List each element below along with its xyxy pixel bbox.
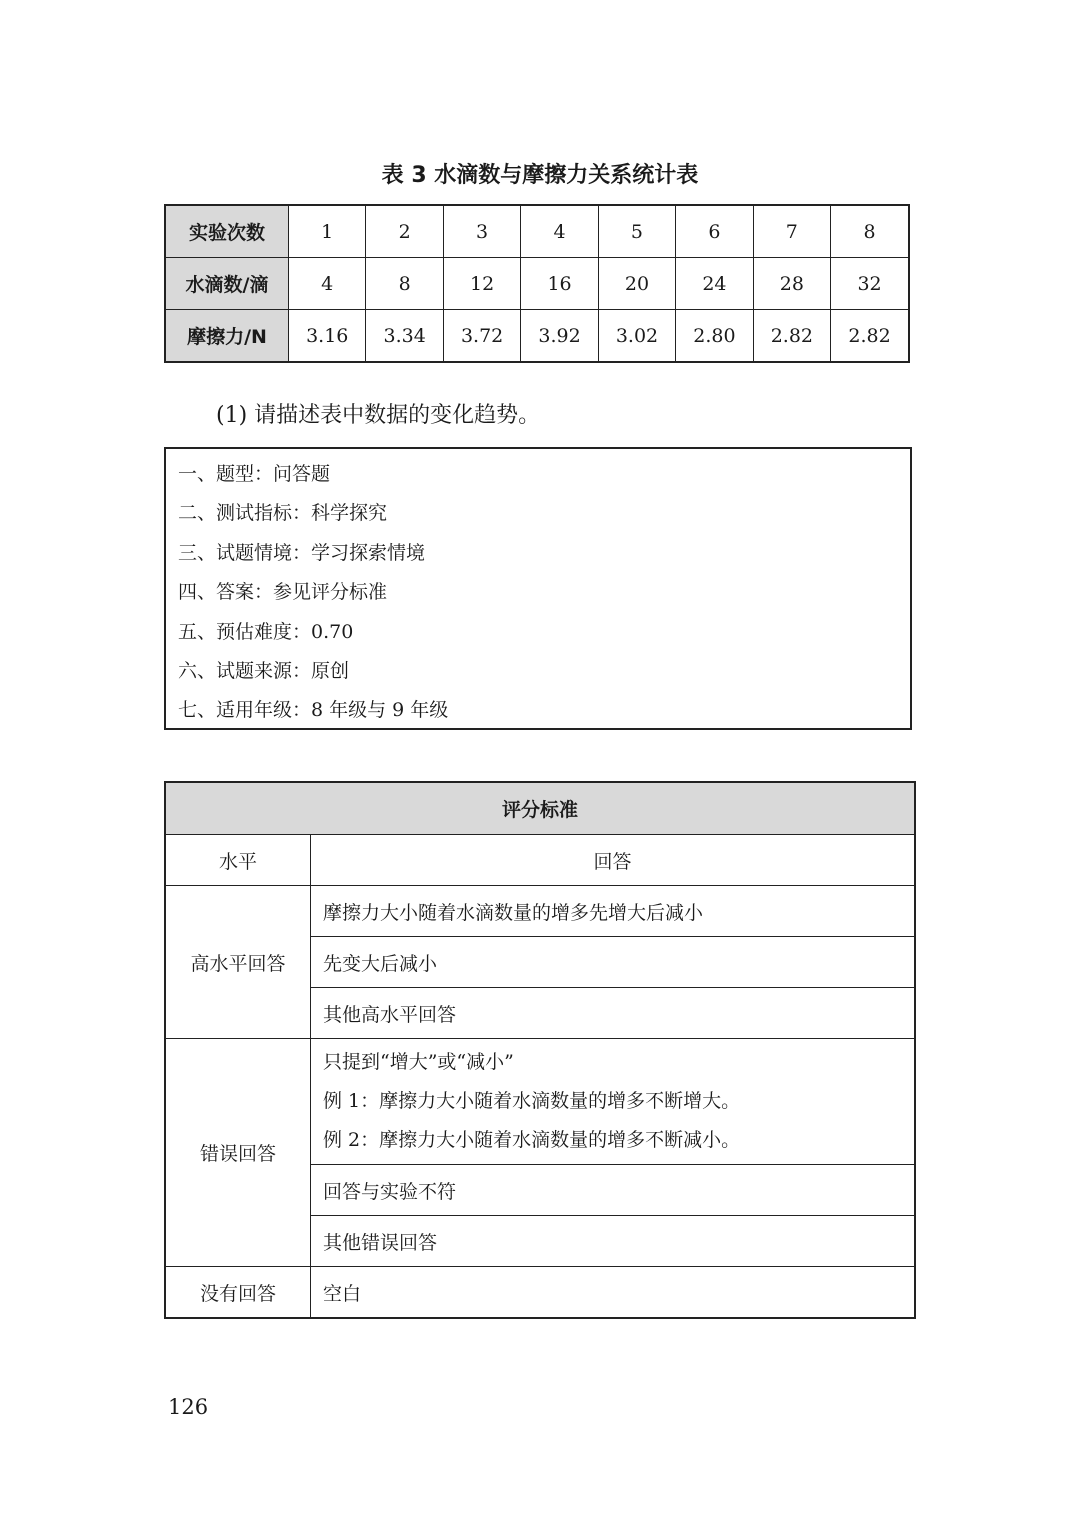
column-header-answer: 回答 bbox=[311, 835, 916, 886]
table-cell: 24 bbox=[676, 258, 753, 310]
table-cell: 4 bbox=[289, 258, 366, 310]
question-info-box bbox=[164, 447, 912, 730]
table-cell: 3.34 bbox=[366, 310, 443, 363]
table-row bbox=[165, 1039, 915, 1165]
table-cell: 3.02 bbox=[598, 310, 675, 363]
answer-cell bbox=[311, 1039, 916, 1165]
table-cell: 3.92 bbox=[521, 310, 598, 363]
table-cell: 28 bbox=[753, 258, 830, 310]
table-row bbox=[165, 782, 915, 835]
water-drop-friction-table bbox=[164, 204, 910, 363]
answer-cell: 摩擦力大小随着水滴数量的增多先增大后减小 bbox=[311, 886, 916, 937]
row-header: 摩擦力/N bbox=[165, 310, 289, 363]
table-cell: 2.82 bbox=[831, 310, 909, 363]
answer-cell: 回答与实验不符 bbox=[311, 1165, 916, 1216]
level-high: 高水平回答 bbox=[165, 886, 311, 1039]
answer-line: 例 1：摩擦力大小随着水滴数量的增多不断增大。 bbox=[323, 1090, 741, 1112]
answer-cell: 其他错误回答 bbox=[311, 1216, 916, 1267]
info-line: 三、试题情境：学习探索情境 bbox=[178, 541, 426, 564]
answer-cell: 先变大后减小 bbox=[311, 937, 916, 988]
info-line: 七、适用年级：8 年级与 9 年级 bbox=[178, 699, 449, 722]
level-none: 没有回答 bbox=[165, 1267, 311, 1319]
table-cell: 6 bbox=[676, 205, 753, 258]
scoring-criteria-table bbox=[164, 781, 916, 1319]
info-line: 四、答案：参见评分标准 bbox=[178, 581, 388, 604]
answer-line: 例 2：摩擦力大小随着水滴数量的增多不断减小。 bbox=[323, 1129, 741, 1151]
table-cell: 1 bbox=[289, 205, 366, 258]
info-line: 五、预估难度：0.70 bbox=[178, 620, 354, 643]
table-cell: 4 bbox=[521, 205, 598, 258]
table-cell: 5 bbox=[598, 205, 675, 258]
table-cell: 2 bbox=[366, 205, 443, 258]
table-cell: 20 bbox=[598, 258, 675, 310]
page-number: 126 bbox=[168, 1395, 209, 1419]
table-cell: 8 bbox=[366, 258, 443, 310]
table-cell: 7 bbox=[753, 205, 830, 258]
table-cell: 2.82 bbox=[753, 310, 830, 363]
table-row bbox=[165, 1267, 915, 1319]
table-cell: 2.80 bbox=[676, 310, 753, 363]
table-row bbox=[165, 310, 909, 363]
row-header: 实验次数 bbox=[165, 205, 289, 258]
scoring-title: 评分标准 bbox=[165, 782, 915, 835]
table-cell: 3.16 bbox=[289, 310, 366, 363]
table-row bbox=[165, 835, 915, 886]
level-wrong: 错误回答 bbox=[165, 1039, 311, 1267]
table-cell: 16 bbox=[521, 258, 598, 310]
column-header-level: 水平 bbox=[165, 835, 311, 886]
table-row bbox=[165, 886, 915, 937]
table-cell: 32 bbox=[831, 258, 909, 310]
answer-cell: 空白 bbox=[311, 1267, 916, 1319]
table-caption: 表 3 水滴数与摩擦力关系统计表 bbox=[381, 163, 699, 188]
table-cell: 12 bbox=[443, 258, 520, 310]
question-text: (1) 请描述表中数据的变化趋势。 bbox=[216, 403, 541, 428]
table-row bbox=[165, 258, 909, 310]
info-line: 一、题型：问答题 bbox=[178, 463, 331, 485]
answer-line: 只提到“增大”或“减小” bbox=[323, 1051, 514, 1073]
table-cell: 3 bbox=[443, 205, 520, 258]
table-cell: 8 bbox=[831, 205, 909, 258]
info-line: 二、测试指标：科学探究 bbox=[178, 502, 388, 525]
info-line: 六、试题来源：原创 bbox=[178, 659, 350, 682]
answer-cell: 其他高水平回答 bbox=[311, 988, 916, 1039]
table-row bbox=[165, 205, 909, 258]
table-cell: 3.72 bbox=[443, 310, 520, 363]
row-header: 水滴数/滴 bbox=[165, 258, 289, 310]
